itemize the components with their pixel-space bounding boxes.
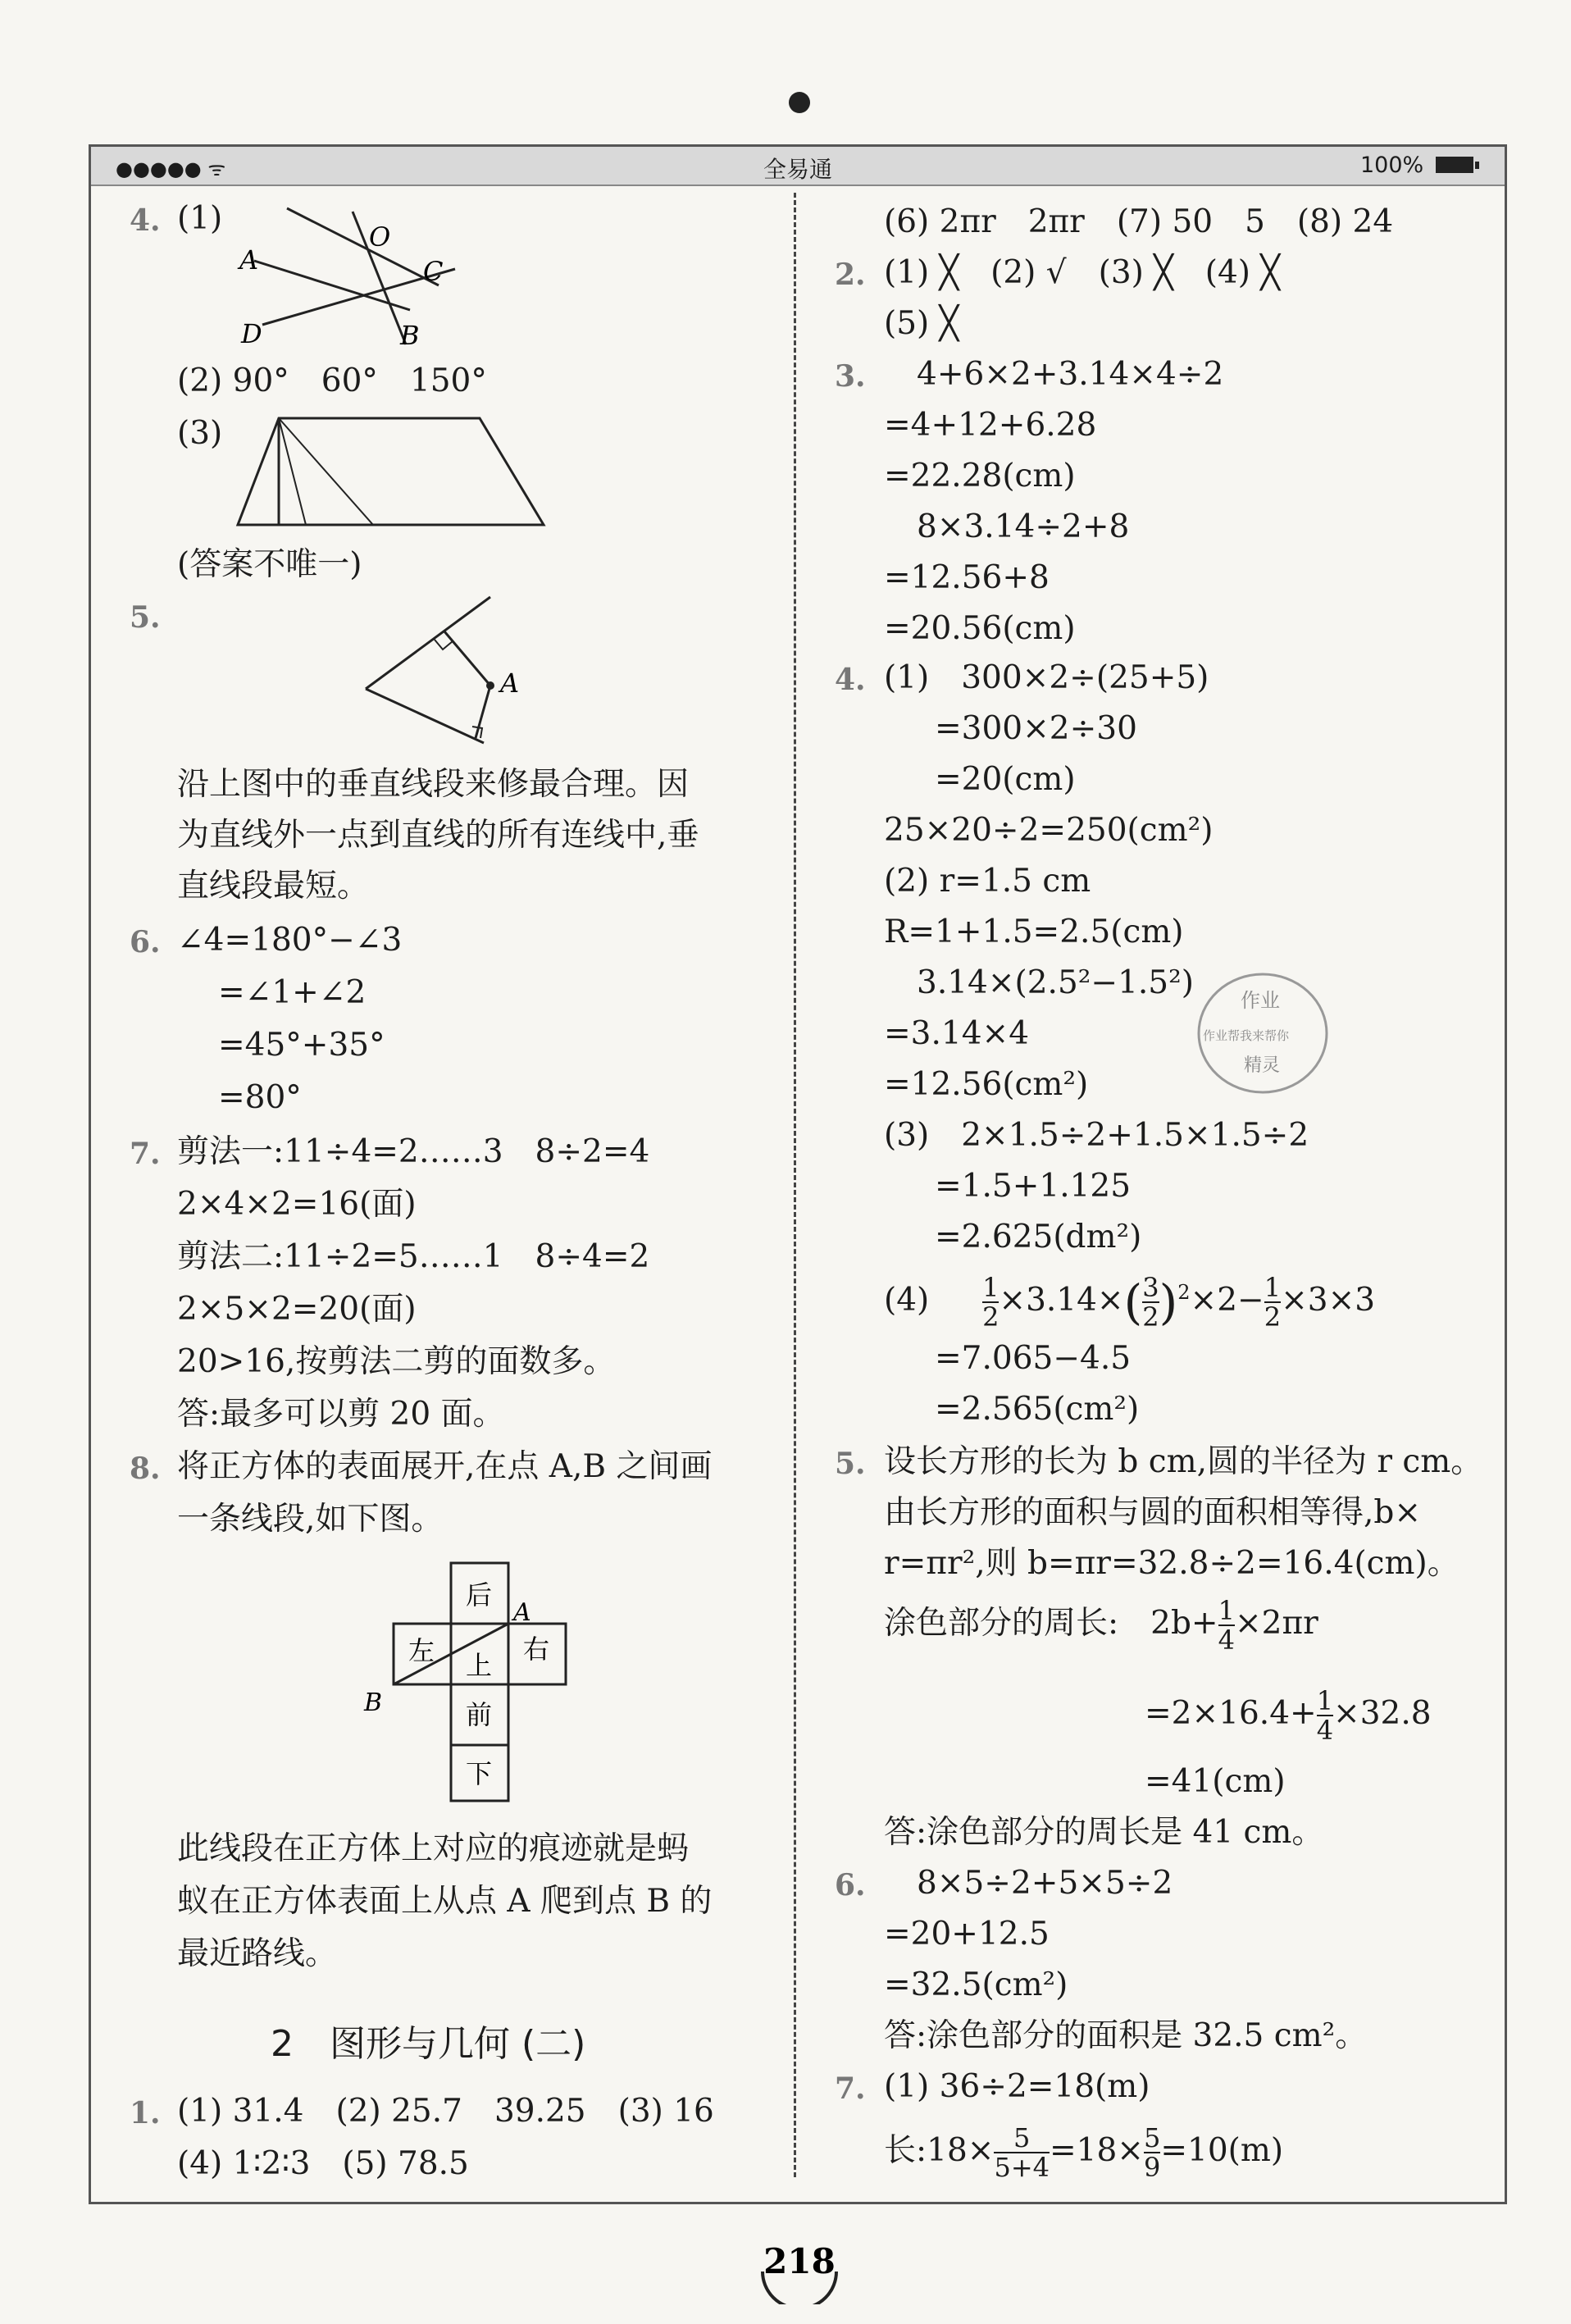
fraction-one-half-2: $\frac{1}{2}$ xyxy=(1264,1272,1282,1333)
q8-number: 8. xyxy=(130,1451,161,1486)
q6-line4: =80° xyxy=(218,1079,302,1116)
cube-net-figure xyxy=(361,1558,590,1804)
r-q4-line1: (1) 300×2÷(25+5) xyxy=(884,659,1209,696)
svg-text:作业: 作业 xyxy=(1241,989,1280,1012)
r-q3-line4: 8×3.14÷2+8 xyxy=(917,508,1130,545)
s1-line1: (1) 31.4 (2) 25.7 39.25 (3) 16 xyxy=(177,2093,714,2130)
q6-line2: =∠1+∠2 xyxy=(218,974,367,1011)
r-top-line: (6) 2πr 2πr (7) 50 5 (8) 24 xyxy=(884,203,1394,240)
r-q4-line9: =12.56(cm²) xyxy=(884,1066,1089,1103)
net-front: 前 xyxy=(466,1699,493,1730)
svg-text:精灵: 精灵 xyxy=(1244,1055,1281,1076)
label-O: O xyxy=(369,221,391,253)
q4-part1-label: (1) xyxy=(177,200,223,237)
signal-wifi-icon: ●●●●● ᯤ xyxy=(116,157,226,180)
q4-parallelogram-figure xyxy=(234,410,549,533)
net-left: 左 xyxy=(408,1635,435,1666)
fraction-five-over-five-plus-four: $\frac{5}{5+4}$ xyxy=(994,2122,1050,2183)
column-divider xyxy=(794,193,796,2177)
r-q6-line4: 答:涂色部分的面积是 32.5 cm²。 xyxy=(884,2017,1368,2054)
fraction-one-quarter: $\frac{1}{4}$ xyxy=(1218,1595,1235,1656)
label-D: D xyxy=(241,318,262,349)
r-q3-line5: =12.56+8 xyxy=(884,559,1050,596)
net-label-A: A xyxy=(513,1598,531,1627)
q7-line3: 剪法二:11÷2=5……1 8÷4=2 xyxy=(177,1238,650,1275)
r-q4-line12: =2.625(dm²) xyxy=(935,1219,1142,1255)
label-C: C xyxy=(423,256,444,287)
svg-text:作业帮我来帮你: 作业帮我来帮你 xyxy=(1203,1028,1290,1043)
r-q4-line13: (4) $\frac{1}{2}$ ×3.14×( $\frac{3}{2}$ )$^2$×2− $\frac{1}{2}$ ×3×3 xyxy=(884,1272,1376,1333)
q6-number: 6. xyxy=(130,925,161,959)
r-q6-line3: =32.5(cm²) xyxy=(884,1966,1068,2003)
q8-line3: 此线段在正方体上对应的痕迹就是蚂 xyxy=(177,1830,690,1867)
r-q4-line15: =2.565(cm²) xyxy=(935,1391,1140,1428)
r-q5-line1: 设长方形的长为 b cm,圆的半径为 r cm。 xyxy=(884,1443,1483,1480)
q8-line5: 最近路线。 xyxy=(177,1935,338,1972)
r-q4-line2: =300×2÷30 xyxy=(935,710,1137,747)
r-q5-line6: =41(cm) xyxy=(1145,1763,1286,1800)
q4-part3-label: (3) xyxy=(177,415,223,452)
r-q5-number: 5. xyxy=(835,1447,866,1481)
r-q3-line6: =20.56(cm) xyxy=(884,610,1076,647)
r-q3-line2: =4+12+6.28 xyxy=(884,407,1097,444)
fraction-five-ninths: $\frac{5}{9}$ xyxy=(1143,2122,1161,2183)
r-q4-number: 4. xyxy=(835,663,866,697)
r-q6-number: 6. xyxy=(835,1868,866,1902)
q7-number: 7. xyxy=(130,1137,161,1171)
q5-line2: 为直线外一点到直线的所有连线中,垂 xyxy=(177,817,699,854)
r-q2-line1: (1) ╳ (2) √ (3) ╳ (4) ╳ xyxy=(884,254,1280,291)
label-A: A xyxy=(239,244,259,276)
battery-icon xyxy=(1436,157,1473,173)
r-q6-line2: =20+12.5 xyxy=(884,1916,1050,1953)
q5-line1: 沿上图中的垂直线段来修最合理。因 xyxy=(177,766,690,803)
r-q7-line2: 长:18× $\frac{5}{5+4}$ =18× $\frac{5}{9}$ =10(m) xyxy=(884,2122,1284,2183)
q4-number: 4. xyxy=(130,203,161,238)
r-q3-line3: =22.28(cm) xyxy=(884,458,1076,494)
battery-percent: 100% xyxy=(1360,153,1424,178)
r-q4-line5: (2) r=1.5 cm xyxy=(884,863,1091,900)
fraction-three-halves: $\frac{3}{2}$ xyxy=(1142,1272,1159,1333)
q4-part2: (2) 90° 60° 150° xyxy=(177,362,487,399)
s1-line2: (4) 1∶2∶3 (5) 78.5 xyxy=(177,2145,469,2182)
q7-line6: 答:最多可以剪 20 面。 xyxy=(177,1396,505,1433)
page-number-badge xyxy=(754,2231,845,2304)
q8-line1: 将正方体的表面展开,在点 A,B 之间画 xyxy=(177,1448,713,1485)
status-bar xyxy=(91,147,1505,186)
r-q2-line2: (5) ╳ xyxy=(884,305,959,342)
page-number: 218 xyxy=(763,2241,836,2281)
s1-number: 1. xyxy=(130,2096,161,2130)
q8-line4: 蚁在正方体表面上从点 A 爬到点 B 的 xyxy=(177,1883,713,1920)
label-A2: A xyxy=(500,668,520,699)
net-bottom: 下 xyxy=(466,1758,493,1789)
battery-tip xyxy=(1475,162,1479,169)
net-back: 后 xyxy=(466,1579,493,1611)
fraction-one-quarter-2: $\frac{1}{4}$ xyxy=(1316,1685,1334,1746)
r-q3-line1: 4+6×2+3.14×4÷2 xyxy=(917,356,1224,393)
r-q5-line5: =2×16.4+ $\frac{1}{4}$ ×32.8 xyxy=(1145,1685,1432,1746)
q8-line2: 一条线段,如下图。 xyxy=(177,1501,444,1538)
q7-line2: 2×4×2=16(面) xyxy=(177,1186,417,1223)
r-q5-line2: 由长方形的面积与圆的面积相等得,b× xyxy=(884,1494,1422,1531)
r-q4-line6: R=1+1.5=2.5(cm) xyxy=(884,914,1184,950)
r-q4-line8: =3.14×4 xyxy=(884,1015,1030,1052)
fraction-one-half: $\frac{1}{2}$ xyxy=(982,1272,1000,1333)
r-q7-line1: (1) 36÷2=18(m) xyxy=(884,2068,1150,2105)
q7-line4: 2×5×2=20(面) xyxy=(177,1291,417,1328)
q5-line3: 直线段最短。 xyxy=(177,868,370,905)
r-q4-line10: (3) 2×1.5÷2+1.5×1.5÷2 xyxy=(884,1117,1309,1154)
q7-line5: 20>16,按剪法二剪的面数多。 xyxy=(177,1343,616,1380)
label-B: B xyxy=(400,320,420,351)
r-q4-line11: =1.5+1.125 xyxy=(935,1168,1132,1205)
q5-number: 5. xyxy=(130,600,161,635)
q5-perpendicular-figure xyxy=(361,590,549,754)
r-q4-line3: =20(cm) xyxy=(935,761,1076,798)
q4-note: (答案不唯一) xyxy=(177,546,362,583)
r-q5-line4: 涂色部分的周长: 2b+ $\frac{1}{4}$ ×2πr xyxy=(884,1595,1318,1656)
camera-dot xyxy=(789,92,810,113)
r-q4-line14: =7.065−4.5 xyxy=(935,1340,1132,1377)
r-q4-line4: 25×20÷2=250(cm²) xyxy=(884,812,1214,849)
net-right: 右 xyxy=(523,1634,550,1665)
r-q3-number: 3. xyxy=(835,359,866,394)
q6-line1: ∠4=180°−∠3 xyxy=(177,922,403,959)
q6-line3: =45°+35° xyxy=(218,1027,385,1064)
net-label-B: B xyxy=(364,1688,383,1717)
r-q7-number: 7. xyxy=(835,2071,866,2106)
q7-line1: 剪法一:11÷4=2……3 8÷2=4 xyxy=(177,1133,650,1170)
section-title: 2 图形与几何 (二) xyxy=(271,2023,586,2065)
app-title: 全易通 xyxy=(763,156,832,183)
net-top: 上 xyxy=(466,1650,493,1681)
r-q5-line7: 答:涂色部分的周长是 41 cm。 xyxy=(884,1814,1324,1851)
r-q6-line1: 8×5÷2+5×5÷2 xyxy=(917,1865,1173,1902)
r-q2-number: 2. xyxy=(835,257,866,292)
r-q4-line7: 3.14×(2.5²−1.5²) xyxy=(917,964,1194,1001)
watermark-stamp xyxy=(1193,968,1332,1099)
r-q5-line3: r=πr²,则 b=πr=32.8÷2=16.4(cm)。 xyxy=(884,1545,1459,1582)
q4-lines-figure xyxy=(230,203,476,351)
